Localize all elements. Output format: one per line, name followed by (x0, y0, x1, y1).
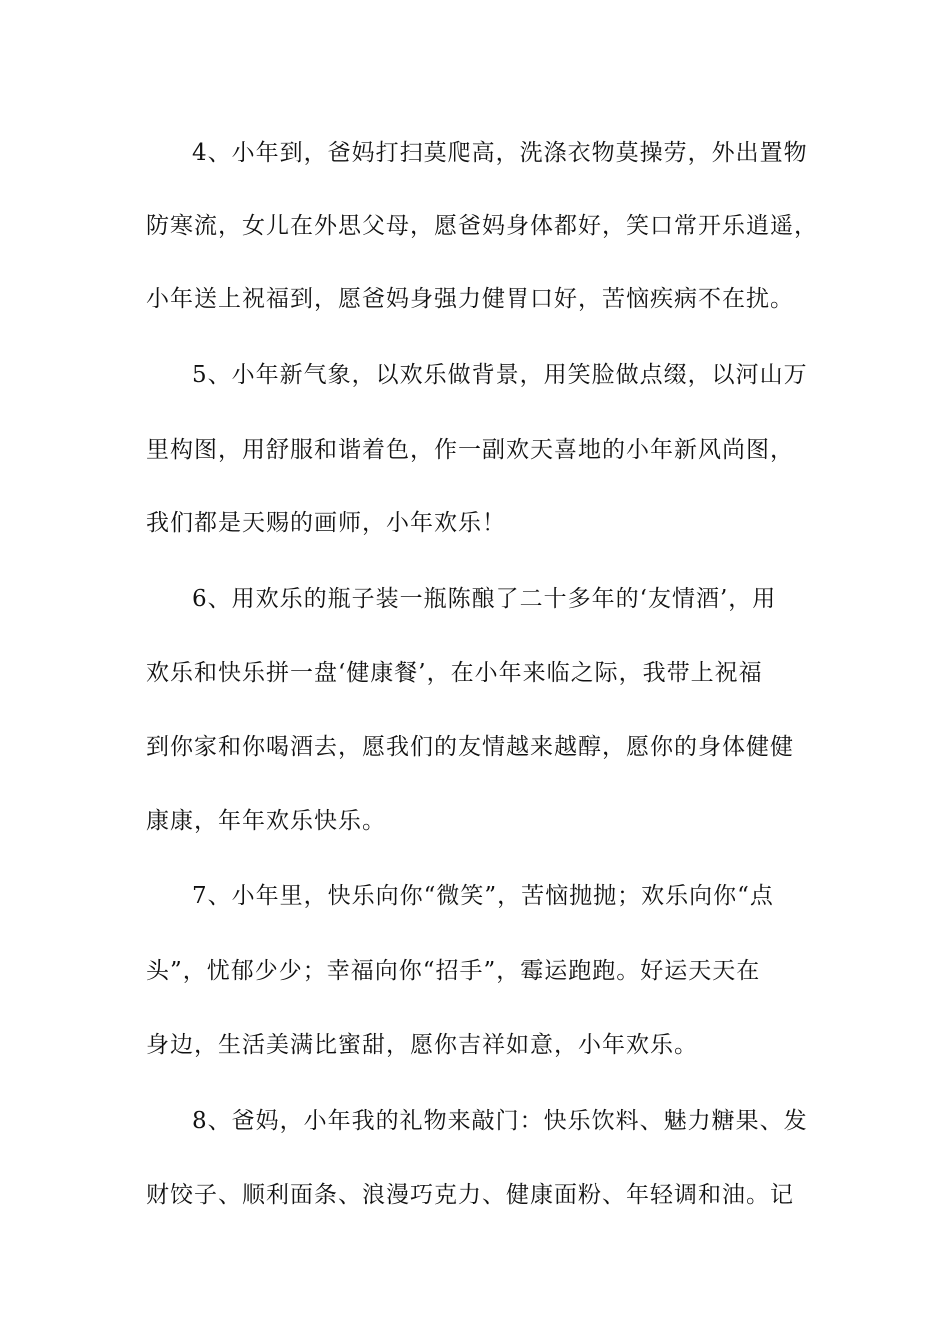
paragraph-line: 4、小年到，爸妈打扫莫爬高，洗涤衣物莫操劳，外出置物 (192, 140, 808, 166)
paragraph-line: 欢乐和快乐拼一盘‘健康餐’，在小年来临之际，我带上祝福 (146, 660, 763, 686)
paragraph-line: 身边，生活美满比蜜甜，愿你吉祥如意，小年欢乐。 (146, 1032, 698, 1058)
paragraph-line: 头”，忧郁少少；幸福向你“招手”，霉运跑跑。好运天天在 (146, 958, 761, 984)
paragraph-line: 5、小年新气象，以欢乐做背景，用笑脸做点缀，以河山万 (192, 362, 808, 388)
paragraph-line: 7、小年里，快乐向你“微笑”，苦恼抛抛；欢乐向你“点 (192, 883, 774, 909)
paragraph-line: 财饺子、顺利面条、浪漫巧克力、健康面粉、年轻调和油。记 (146, 1182, 794, 1208)
paragraph-line: 里构图，用舒服和谐着色，作一副欢天喜地的小年新风尚图， (146, 437, 794, 463)
paragraph-line: 防寒流，女儿在外思父母，愿爸妈身体都好，笑口常开乐逍遥， (146, 213, 818, 239)
paragraph-line: 到你家和你喝酒去，愿我们的友情越来越醇，愿你的身体健健 (146, 734, 794, 760)
paragraph-line: 6、用欢乐的瓶子装一瓶陈酿了二十多年的‘友情酒’，用 (192, 586, 777, 612)
paragraph-line: 我们都是天赐的画师，小年欢乐！ (146, 510, 506, 536)
paragraph-line: 小年送上祝福到，愿爸妈身强力健胃口好，苦恼疾病不在扰。 (146, 286, 794, 312)
paragraph-line: 康康，年年欢乐快乐。 (146, 808, 386, 834)
paragraph-line: 8、爸妈，小年我的礼物来敲门：快乐饮料、魅力糖果、发 (192, 1108, 808, 1134)
